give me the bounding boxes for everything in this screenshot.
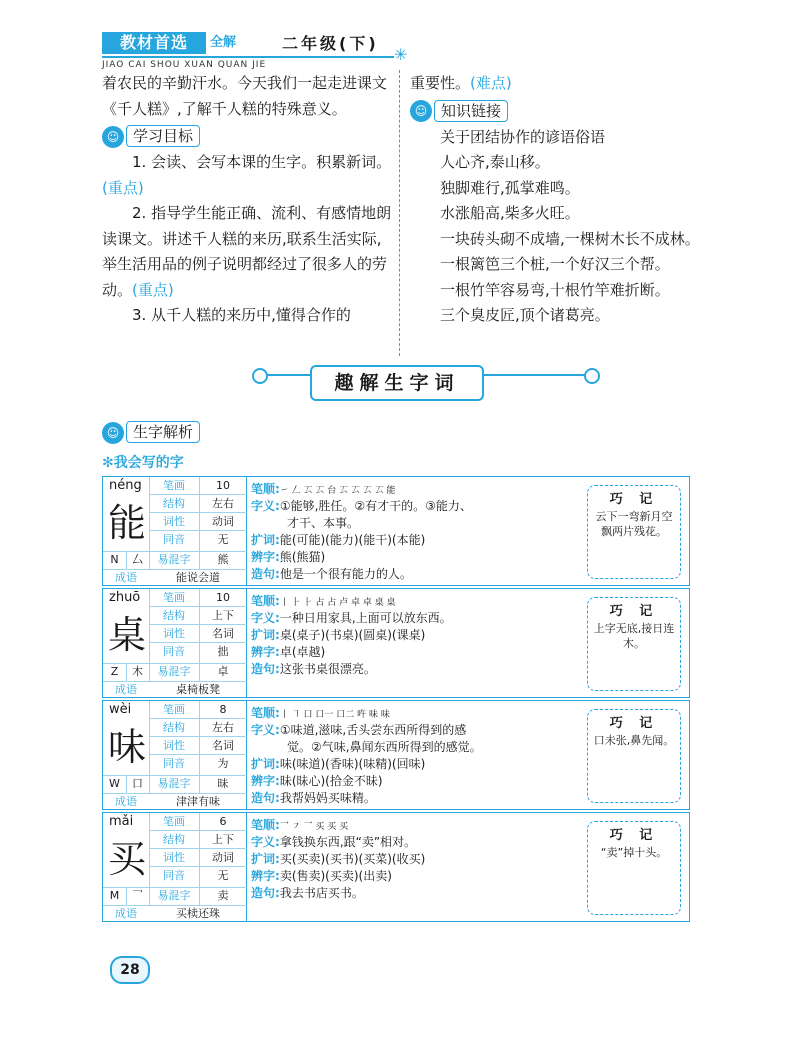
memory-tip-box	[587, 485, 681, 579]
meaning: 字义:一种日用家具,上面可以放东西。	[251, 611, 452, 625]
pos-value: 名词	[212, 627, 234, 640]
structure-label: 结构	[163, 833, 185, 846]
character-detail-panel	[247, 812, 690, 922]
structure-label: 结构	[163, 609, 185, 622]
initial-letter: N	[110, 553, 119, 566]
character-detail-panel	[247, 588, 690, 698]
pos-label: 词性	[163, 627, 185, 640]
confusable-label: 易混字	[157, 777, 191, 790]
char-analysis-title: 生字解析	[126, 421, 200, 443]
confusable-value: 卖	[217, 889, 229, 902]
goal-title: 学习目标	[126, 125, 200, 147]
pos-label: 词性	[163, 851, 185, 864]
difficulty-mark: (难点)	[470, 74, 512, 92]
distinguish-chars: 辨字:熊(熊猫)	[251, 550, 326, 564]
brand-pinyin: JIAO CAI SHOU XUAN QUAN JIE	[102, 60, 267, 70]
example-sentence: 造句:他是一个很有能力的人。	[251, 567, 412, 581]
proverb-line: 水涨船高,柴多火旺。	[440, 204, 580, 222]
memory-tip-box	[587, 821, 681, 915]
confusable-label: 易混字	[157, 665, 191, 678]
tip-title: 巧 记	[609, 828, 659, 843]
goal-2: 2. 指导学生能正确、流利、有感情地朗读课文。讲述千人糕的来历,联系生活实际,举生活用品的例子说明都经过了很多人的劳动。(重点)	[102, 204, 392, 299]
idiom-label: 成语	[115, 683, 137, 696]
initial-letter: Z	[110, 665, 119, 678]
character-detail-panel	[247, 700, 690, 810]
writing-subsection: ✻我会写的字	[102, 455, 184, 471]
link-title: 知识链接	[434, 100, 508, 122]
distinguish-chars: 辨字:卖(售卖)(买卖)(出卖)	[251, 869, 392, 883]
left-column	[102, 71, 395, 329]
character-card	[102, 700, 690, 810]
strokes-value: 8	[219, 703, 227, 716]
goal-3: 3. 从千人糕的来历中,懂得合作的	[132, 306, 351, 324]
structure-label: 结构	[163, 721, 185, 734]
tip-text: “卖”掉十头。	[600, 846, 668, 859]
strokes-value: 10	[216, 591, 230, 604]
example-sentence: 造句:我帮妈妈买味精。	[251, 791, 376, 805]
homophone-label: 同音	[163, 869, 185, 882]
continued-text: 重要性。(难点)	[410, 74, 512, 92]
confusable-label: 易混字	[157, 889, 191, 902]
stroke-order: 笔顺:丨 ㇕ 口 口一 口二 吘 味 味	[251, 706, 390, 720]
stroke-order: 笔顺:丨 ⺊ ⺊ 占 占 卢 卓 卓 桌 桌	[251, 594, 396, 608]
pos-value: 动词	[212, 515, 234, 528]
radical: 厶	[132, 553, 143, 566]
character-glyph: 桌	[107, 613, 146, 657]
character-pinyin: wèi	[109, 702, 132, 717]
brand-title: 教材首选	[102, 32, 206, 54]
tip-title: 巧 记	[609, 604, 659, 619]
expand-words: 扩词:能(可能)(能力)(能干)(本能)	[251, 533, 426, 547]
page-number: 28	[110, 956, 150, 984]
character-glyph: 能	[107, 501, 146, 545]
tip-title: 巧 记	[609, 492, 659, 507]
expand-words: 扩词:桌(桌子)(书桌)(圆桌)(课桌)	[251, 628, 426, 642]
section-banner: 趣解生字词	[310, 365, 484, 401]
proverb-line: 人心齐,泰山移。	[440, 153, 550, 171]
idiom-value: 桌椅板凳	[176, 683, 220, 696]
idiom-value: 津津有味	[176, 795, 220, 808]
example-sentence: 造句:这张书桌很漂亮。	[251, 662, 376, 676]
character-detail-panel	[247, 476, 690, 586]
meaning: 字义:①味道,滋味,舌头尝东西所得到的感	[251, 723, 467, 737]
tip-text: 口未张,鼻先闻。	[593, 734, 675, 747]
right-column	[410, 71, 700, 329]
confusable-value: 昧	[217, 777, 229, 790]
tip-text: 云下一弯新月空飘两片残花。	[595, 510, 673, 538]
character-info-table	[102, 588, 247, 698]
distinguish-chars: 辨字:卓(卓越)	[251, 645, 326, 659]
meaning-cont: 觉。②气味,鼻闻东西所得到的感觉。	[287, 740, 482, 754]
character-pinyin: zhuō	[109, 590, 141, 605]
pos-label: 词性	[163, 515, 185, 528]
idiom-label: 成语	[115, 571, 137, 584]
strokes-value: 10	[216, 479, 230, 492]
homophone-value: 无	[217, 869, 229, 882]
pos-value: 动词	[212, 851, 234, 864]
stroke-order: 笔顺:㇀ 𠃋 𠫔 𠫔 台 𠫔 𠫔 𠫔 𠫔 能	[251, 482, 396, 496]
character-card	[102, 812, 690, 922]
tip-title: 巧 记	[609, 716, 659, 731]
meaning-cont: 才干、本事。	[287, 516, 360, 530]
example-sentence: 造句:我去书店买书。	[251, 886, 364, 900]
confusable-label: 易混字	[157, 553, 191, 566]
homophone-value: 拙	[217, 645, 229, 658]
character-info-table	[102, 476, 247, 586]
idiom-label: 成语	[115, 795, 137, 808]
tip-text: 上字无底,接日连木。	[593, 622, 675, 650]
radical: 口	[132, 777, 143, 790]
initial-letter: M	[109, 889, 120, 902]
sparkle-icon: ✳	[394, 45, 408, 64]
goal-heading	[102, 122, 395, 150]
homophone-label: 同音	[163, 757, 185, 770]
goal-1: 1. 会读、会写本课的生字。积累新词。(重点)	[102, 153, 392, 197]
proverb-line: 独脚难行,孤掌难鸣。	[440, 178, 580, 197]
character-pinyin: mǎi	[109, 814, 134, 829]
proverb-line: 关于团结协作的谚语俗语	[440, 127, 606, 146]
expand-words: 扩词:味(味道)(香味)(味精)(回味)	[251, 757, 426, 771]
goal-1-mark: (重点)	[102, 178, 144, 197]
distinguish-chars: 辨字:昧(昧心)(拾金不昧)	[251, 774, 383, 788]
initial-letter: W	[109, 777, 120, 790]
strokes-label: 笔画	[163, 479, 185, 492]
strokes-label: 笔画	[163, 815, 185, 828]
intro-text: 着农民的辛勤汗水。今天我们一起走进课文《千人糕》,了解千人糕的特殊意义。	[102, 74, 388, 118]
pos-label: 词性	[163, 739, 185, 752]
character-card	[102, 476, 690, 586]
character-glyph: 味	[107, 725, 146, 769]
homophone-label: 同音	[163, 645, 185, 658]
mascot-icon: ☺	[102, 126, 124, 148]
stroke-order: 笔顺:乛 ㇇ 乛 买 买 买	[251, 818, 349, 832]
proverb-line: 一根篱笆三个桩,一个好汉三个帮。	[440, 255, 670, 273]
radical: 乛	[132, 889, 143, 902]
homophone-value: 为	[217, 757, 229, 770]
char-analysis-heading	[102, 418, 200, 446]
meaning: 字义:拿钱换东西,跟“卖”相对。	[251, 835, 417, 849]
homophone-label: 同音	[163, 533, 185, 546]
mascot-icon: ☺	[102, 422, 124, 444]
character-info-table	[102, 812, 247, 922]
idiom-label: 成语	[115, 907, 137, 920]
confusable-value: 卓	[217, 665, 229, 678]
structure-value: 左右	[212, 721, 234, 734]
strokes-label: 笔画	[163, 591, 185, 604]
character-pinyin: néng	[109, 478, 142, 493]
header-rule	[102, 56, 394, 58]
brand-logo-icon: 全解	[210, 35, 237, 50]
idiom-value: 买椟还珠	[176, 907, 220, 920]
structure-value: 上下	[212, 833, 234, 846]
proverb-line: 一根竹竿容易弯,十根竹竿难折断。	[440, 280, 670, 299]
proverb-line: 三个臭皮匠,顶个诸葛亮。	[440, 306, 610, 324]
structure-label: 结构	[163, 497, 185, 510]
character-card	[102, 588, 690, 698]
grade-label: 二年级(下)	[282, 34, 379, 53]
proverb-line: 一块砖头砌不成墙,一棵树木长不成林。	[440, 229, 700, 248]
column-divider	[399, 70, 400, 356]
pos-value: 名词	[212, 739, 234, 752]
memory-tip-box	[587, 709, 681, 803]
homophone-value: 无	[217, 533, 229, 546]
radical: 木	[132, 665, 143, 678]
expand-words: 扩词:买(买卖)(买书)(买菜)(收买)	[251, 852, 426, 866]
banner-dot	[252, 368, 268, 384]
link-heading	[410, 97, 700, 125]
strokes-value: 6	[219, 815, 227, 828]
memory-tip-box	[587, 597, 681, 691]
idiom-value: 能说会道	[176, 571, 220, 584]
confusable-value: 熊	[217, 553, 229, 566]
goal-2-mark: (重点)	[132, 280, 174, 299]
structure-value: 左右	[212, 497, 234, 510]
structure-value: 上下	[212, 609, 234, 622]
banner-dot	[584, 368, 600, 384]
mascot-icon: ☺	[410, 100, 432, 122]
character-info-table	[102, 700, 247, 810]
meaning: 字义:①能够,胜任。②有才干的。③能力、	[251, 499, 472, 513]
character-glyph: 买	[107, 837, 146, 881]
strokes-label: 笔画	[163, 703, 185, 716]
